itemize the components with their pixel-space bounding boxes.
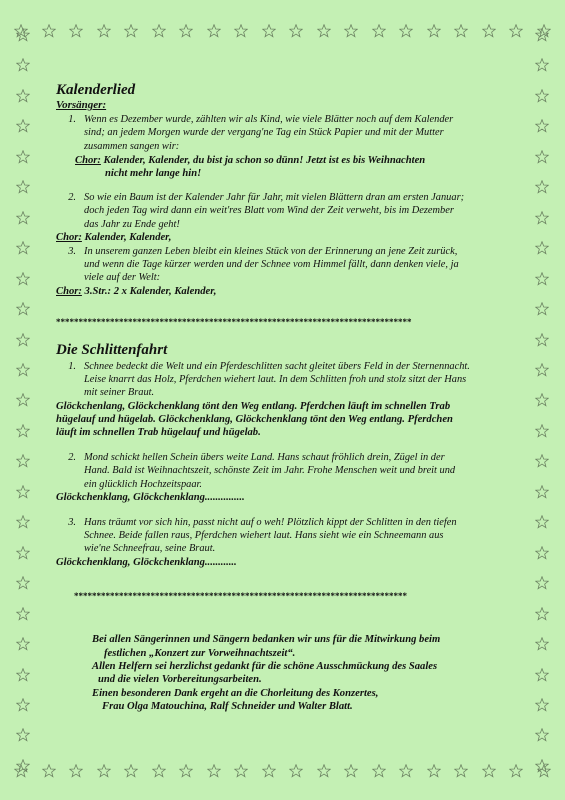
- star-outline-icon: [97, 764, 111, 778]
- star-outline-icon: [427, 24, 441, 38]
- star-outline-icon: [535, 363, 549, 377]
- refrain-line: Glöckchenlang, Glöckchenklang tönt den Weg entlang. Pferdchen läuft im schnellen Trab: [56, 400, 451, 412]
- verse-line: viele auf der Welt:: [84, 272, 161, 284]
- star-outline-icon: [509, 24, 523, 38]
- verse-line: ein glücklich Hochzeitspaar.: [84, 478, 203, 490]
- star-outline-icon: [16, 363, 30, 377]
- star-outline-icon: [535, 150, 549, 164]
- star-outline-icon: [16, 119, 30, 133]
- verse-line: Wenn es Dezember wurde, zählten wir als Kind, wie viele Blätter noch auf dem Kalender: [84, 114, 454, 126]
- star-outline-icon: [399, 764, 413, 778]
- thanks-line: Einen besonderen Dank ergeht an die Chorleitung des Konzertes,: [92, 687, 379, 699]
- star-outline-icon: [535, 211, 549, 225]
- verse-line: das Jahr zu Ende geht!: [84, 218, 180, 230]
- verse-line: Schnee. Beide fallen raus, Pferdchen wiehert laut. Hans sieht wie ein Schneemann aus: [84, 530, 444, 542]
- star-outline-icon: [535, 393, 549, 407]
- chorus-text: Kalender, Kalender, du bist ja schon so dünn! Jetzt ist es bis Weihnachten: [100, 154, 426, 166]
- star-outline-icon: [16, 485, 30, 499]
- star-outline-icon: [16, 637, 30, 651]
- verse-3: [56, 245, 518, 285]
- star-outline-icon: [179, 24, 193, 38]
- star-outline-icon: [16, 759, 30, 773]
- star-outline-icon: [535, 28, 549, 42]
- star-outline-icon: [317, 764, 331, 778]
- refrain-3: Glöckchenklang, Glöckchenklang............: [56, 556, 237, 568]
- star-outline-icon: [16, 150, 30, 164]
- star-outline-icon: [16, 546, 30, 560]
- chorus-3: [56, 285, 518, 298]
- star-outline-icon: [317, 24, 331, 38]
- star-outline-icon: [16, 89, 30, 103]
- star-outline-icon: [16, 515, 30, 529]
- thanks-line: und die vielen Vorbereitungsarbeiten.: [98, 674, 262, 686]
- star-border-left: [14, 28, 32, 773]
- chorus-1: [56, 154, 518, 167]
- song-title-kalenderlied: Kalenderlied: [56, 82, 136, 98]
- star-outline-icon: [535, 180, 549, 194]
- chorus-text: Kalender, Kalender,: [81, 231, 172, 243]
- verse-line: wie'ne Schneefrau, seine Braut.: [84, 543, 216, 555]
- star-outline-icon: [535, 668, 549, 682]
- star-outline-icon: [16, 668, 30, 682]
- star-outline-icon: [262, 24, 276, 38]
- document-content: [56, 82, 518, 714]
- verse-number: 1.: [68, 114, 76, 126]
- verse-number: 3.: [68, 246, 76, 258]
- star-outline-icon: [535, 58, 549, 72]
- star-outline-icon: [16, 211, 30, 225]
- star-border-top: [14, 24, 551, 42]
- star-outline-icon: [16, 28, 30, 42]
- chorus-1-line-2: nicht mehr lange hin!: [105, 168, 202, 180]
- verse-number: 2.: [68, 192, 76, 204]
- star-outline-icon: [454, 24, 468, 38]
- verse-number: 2.: [68, 452, 76, 464]
- star-outline-icon: [16, 333, 30, 347]
- star-outline-icon: [42, 764, 56, 778]
- star-outline-icon: [16, 241, 30, 255]
- star-outline-icon: [535, 333, 549, 347]
- star-outline-icon: [124, 24, 138, 38]
- star-outline-icon: [16, 58, 30, 72]
- star-outline-icon: [344, 24, 358, 38]
- star-outline-icon: [454, 764, 468, 778]
- star-outline-icon: [509, 764, 523, 778]
- star-outline-icon: [482, 764, 496, 778]
- verse-line: und wenn die Tage kürzer werden und der Schnee vom Himmel fällt, dann denken viele, ja: [84, 259, 459, 271]
- verse-1: [56, 113, 518, 153]
- verse-number: 3.: [68, 517, 76, 529]
- verse-line: Mond schickt hellen Schein übers weite Land. Hans schaut fröhlich drein, Zügel in der: [84, 452, 445, 464]
- verse-line: mit seiner Braut.: [84, 387, 155, 399]
- verse-line: doch jeden Tag wird dann ein weit'res Blatt vom Wind der Zeit verweht, bis im Dezember: [84, 205, 454, 217]
- star-outline-icon: [535, 119, 549, 133]
- star-outline-icon: [535, 454, 549, 468]
- thanks-line: Frau Olga Matouchina, Ralf Schneider und Walter Blatt.: [102, 701, 353, 713]
- star-outline-icon: [372, 764, 386, 778]
- star-outline-icon: [207, 764, 221, 778]
- star-outline-icon: [535, 89, 549, 103]
- star-outline-icon: [16, 424, 30, 438]
- star-outline-icon: [16, 272, 30, 286]
- star-outline-icon: [97, 24, 111, 38]
- chorus-2: [56, 231, 518, 244]
- star-outline-icon: [535, 515, 549, 529]
- star-outline-icon: [69, 764, 83, 778]
- star-outline-icon: [535, 637, 549, 651]
- star-outline-icon: [535, 302, 549, 316]
- verse-2: [56, 191, 518, 231]
- star-outline-icon: [535, 546, 549, 560]
- star-outline-icon: [16, 393, 30, 407]
- thanks-line: festlichen „Konzert zur Vorweihnachtszeit“.: [104, 647, 296, 659]
- chor-label: Chor:: [56, 285, 82, 297]
- verse-line: Hand. Bald ist Weihnachtszeit, schönste Zeit im Jahr. Frohe Menschen weit und breit und: [84, 465, 456, 477]
- chor-label: Chor:: [56, 231, 82, 243]
- star-outline-icon: [207, 24, 221, 38]
- star-outline-icon: [482, 24, 496, 38]
- song-title-schlittenfahrt: Die Schlittenfahrt: [56, 342, 168, 359]
- verse-line: Leise knarrt das Holz, Pferdchen wiehert laut. In dem Schlitten froh und stolz sitzt der Hans: [84, 374, 467, 386]
- star-outline-icon: [16, 180, 30, 194]
- star-outline-icon: [16, 454, 30, 468]
- thanks-line: Allen Helfern sei herzlichst gedankt für die schöne Ausschmückung des Saales: [92, 660, 438, 672]
- star-outline-icon: [234, 24, 248, 38]
- star-outline-icon: [535, 698, 549, 712]
- chor-label: Chor:: [75, 154, 101, 166]
- thanks-block: [56, 633, 518, 713]
- star-border-bottom: [14, 764, 551, 782]
- star-outline-icon: [16, 728, 30, 742]
- separator-line: **************************************************************************: [74, 590, 407, 601]
- star-outline-icon: [234, 764, 248, 778]
- verse-3: [56, 516, 518, 556]
- star-outline-icon: [16, 607, 30, 621]
- star-outline-icon: [152, 764, 166, 778]
- star-outline-icon: [16, 698, 30, 712]
- star-outline-icon: [289, 24, 303, 38]
- refrain-line: läuft im schnellen Trab hügelauf und hügelab.: [56, 427, 261, 439]
- star-outline-icon: [262, 764, 276, 778]
- star-outline-icon: [399, 24, 413, 38]
- star-outline-icon: [535, 607, 549, 621]
- star-outline-icon: [535, 241, 549, 255]
- star-outline-icon: [152, 24, 166, 38]
- verse-line: So wie ein Baum ist der Kalender Jahr für Jahr, mit vielen Blättern dran am ersten Januar;: [84, 192, 465, 204]
- vorsaenger-label: Vorsänger:: [56, 99, 107, 111]
- refrain-1: [56, 400, 518, 440]
- star-outline-icon: [372, 24, 386, 38]
- star-outline-icon: [535, 759, 549, 773]
- star-outline-icon: [427, 764, 441, 778]
- star-outline-icon: [69, 24, 83, 38]
- separator-line: *******************************************************************************: [56, 316, 412, 327]
- verse-line: zusammen sangen wir:: [84, 140, 180, 152]
- thanks-line: Bei allen Sängerinnen und Sängern bedanken wir uns für die Mitwirkung beim: [92, 634, 441, 646]
- verse-line: In unserem ganzen Leben bleibt ein kleines Stück von der Erinnerung an jene Zeit zurück,: [84, 246, 458, 258]
- star-border-right: [533, 28, 551, 773]
- verse-2: [56, 451, 518, 491]
- star-outline-icon: [535, 272, 549, 286]
- star-outline-icon: [535, 424, 549, 438]
- star-outline-icon: [16, 302, 30, 316]
- star-outline-icon: [179, 764, 193, 778]
- star-outline-icon: [535, 485, 549, 499]
- verse-line: sind; an jedem Morgen wurde der vergang'ne Tag ein Stück Papier und mit der Mutter: [84, 127, 444, 139]
- star-outline-icon: [344, 764, 358, 778]
- chorus-text: 3.Str.: 2 x Kalender, Kalender,: [81, 285, 217, 297]
- verse-line: Schnee bedeckt die Welt und ein Pferdeschlitten sacht gleitet übers Feld in der Sternennacht.: [84, 361, 470, 373]
- verse-number: 1.: [68, 361, 76, 373]
- star-outline-icon: [16, 576, 30, 590]
- star-outline-icon: [42, 24, 56, 38]
- refrain-2: Glöckchenklang, Glöckchenklang...............: [56, 491, 245, 503]
- refrain-line: hügelauf und hügelab. Glöckchenklang, Glöckchenklang tönt den Weg entlang. Pferdchen: [56, 413, 453, 425]
- star-outline-icon: [289, 764, 303, 778]
- verse-line: Hans träumt vor sich hin, passt nicht auf o weh! Plötzlich kippt der Schlitten in den tiefen: [84, 517, 457, 529]
- star-outline-icon: [535, 728, 549, 742]
- star-outline-icon: [535, 576, 549, 590]
- star-outline-icon: [124, 764, 138, 778]
- verse-1: [56, 360, 518, 400]
